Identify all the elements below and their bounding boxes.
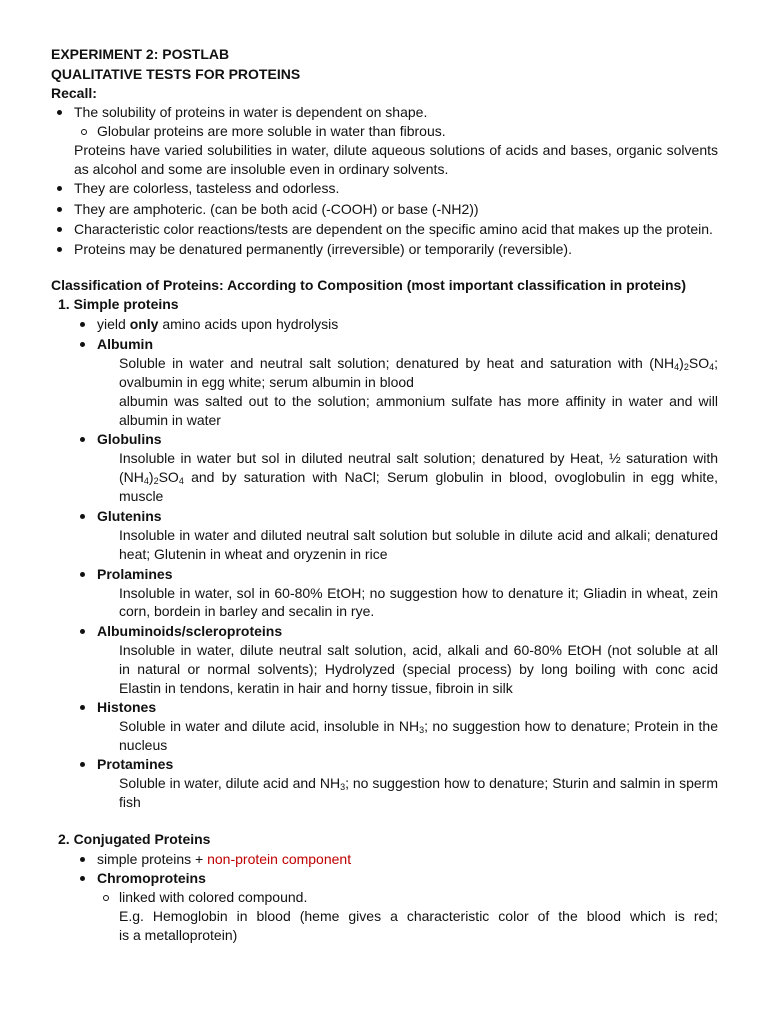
albumin-detail-1-cont: ovalbumin in egg white; serum albumin in blood xyxy=(119,374,414,390)
histones-heading: Histones xyxy=(97,698,718,716)
recall-item-varied-solubility: Proteins have varied solubilities in water, dilute aqueous solutions of acids and bases, organic solvents xyxy=(74,142,718,158)
albuminoids-heading: Albuminoids/scleroproteins xyxy=(97,622,718,640)
conjugated-proteins-definition: simple proteins + non-protein component xyxy=(97,850,718,868)
globulins-detail-1: Insoluble in water but sol in diluted neutral salt solution; denatured by Heat, ½ saturation with xyxy=(119,450,718,466)
albuminoids-detail-1: Insoluble in water, dilute neutral salt solution, acid, alkali and 60-80% EtOH (not soluble at all xyxy=(119,642,718,658)
glutenins-detail-1: Insoluble in water and diluted neutral salt solution but soluble in dilute acid and alkali; denatured xyxy=(119,527,718,543)
protamines-heading: Protamines xyxy=(97,755,718,773)
globulins-detail-1-cont-2: muscle xyxy=(119,488,164,504)
prolamines-detail-1: Insoluble in water, sol in 60-80% EtOH; no suggestion how to denature it; Gliadin in wheat, zein xyxy=(119,585,718,601)
classification-heading: Classification of Proteins: According to Composition (most important classification in proteins) xyxy=(51,277,686,293)
chromoproteins-detail-2-cont: is a metalloprotein) xyxy=(119,927,238,943)
albumin-detail-2-cont: albumin in water xyxy=(119,412,221,428)
prolamines-heading: Prolamines xyxy=(97,565,718,583)
experiment-title: EXPERIMENT 2: POSTLAB xyxy=(51,46,230,62)
conjugated-proteins-heading: 2. Conjugated Proteins xyxy=(58,831,211,847)
albuminoids-detail-1-cont-2: Elastin in tendons, keratin in hair and horny tissue, fibroin in silk xyxy=(119,680,513,696)
recall-heading: Recall: xyxy=(51,85,97,101)
albumin-detail-2: albumin was salted out to the solution; ammonium sulfate has more affinity in water and will xyxy=(119,393,718,409)
simple-proteins-heading: 1. Simple proteins xyxy=(58,296,179,312)
globulins-detail-1-cont: $(NH_4)_2SO_4$ and by saturation with NaCl; Serum globulin in blood, ovoglobulin in egg white, xyxy=(119,469,718,486)
recall-item-color-reactions: Characteristic color reactions/tests are dependent on the specific amino acid that makes up the protein. xyxy=(74,220,718,238)
simple-proteins-definition: yield only amino acids upon hydrolysis xyxy=(97,315,718,333)
chromoproteins-detail-2: E.g. Hemoglobin in blood (heme gives a characteristic color of the blood which is red; xyxy=(119,908,718,924)
glutenins-heading: Glutenins xyxy=(97,507,718,525)
globulins-heading: Globulins xyxy=(97,430,718,448)
recall-item-amphoteric: They are amphoteric. (can be both acid (-COOH) or base (-NH2)) xyxy=(74,200,718,218)
prolamines-detail-1-cont: corn, bordein in barley and secalin in rye. xyxy=(119,603,375,619)
chromoproteins-heading: Chromoproteins xyxy=(97,869,718,887)
albuminoids-detail-1-cont: in natural or normal solvents); Hydrolyzed (special process) by long boiling with conc acid xyxy=(119,661,718,677)
albumin-heading: Albumin xyxy=(97,335,718,353)
recall-subitem-globular: Globular proteins are more soluble in water than fibrous. xyxy=(97,122,718,140)
protamines-detail-1: Soluble in water, dilute acid and $NH_3$; no suggestion how to denature; Sturin and salmin in sperm xyxy=(119,775,718,792)
histones-detail-1: Soluble in water and dilute acid, insoluble in $NH_3$; no suggestion how to denature; Protein in the xyxy=(119,718,718,735)
experiment-subtitle: QUALITATIVE TESTS FOR PROTEINS xyxy=(51,66,301,82)
albumin-detail-1: Soluble in water and neutral salt solution; denatured by heat and saturation with $(NH_4)_2SO_4$; xyxy=(119,355,718,372)
recall-item-shape: The solubility of proteins in water is dependent on shape. xyxy=(74,103,718,121)
recall-item-denatured: Proteins may be denatured permanently (irreversible) or temporarily (reversible). xyxy=(74,240,718,258)
protamines-detail-1-cont: fish xyxy=(119,794,141,810)
glutenins-detail-1-cont: heat; Glutenin in wheat and oryzenin in rice xyxy=(119,546,388,562)
histones-detail-1-cont: nucleus xyxy=(119,737,168,753)
non-protein-component-text: non-protein component xyxy=(207,851,352,867)
chromoproteins-detail-1: linked with colored compound. xyxy=(119,888,718,906)
recall-item-colorless: They are colorless, tasteless and odorless. xyxy=(74,179,718,197)
recall-item-varied-solubility-cont: as alcohol and some are insoluble even in ordinary solvents. xyxy=(74,161,449,177)
